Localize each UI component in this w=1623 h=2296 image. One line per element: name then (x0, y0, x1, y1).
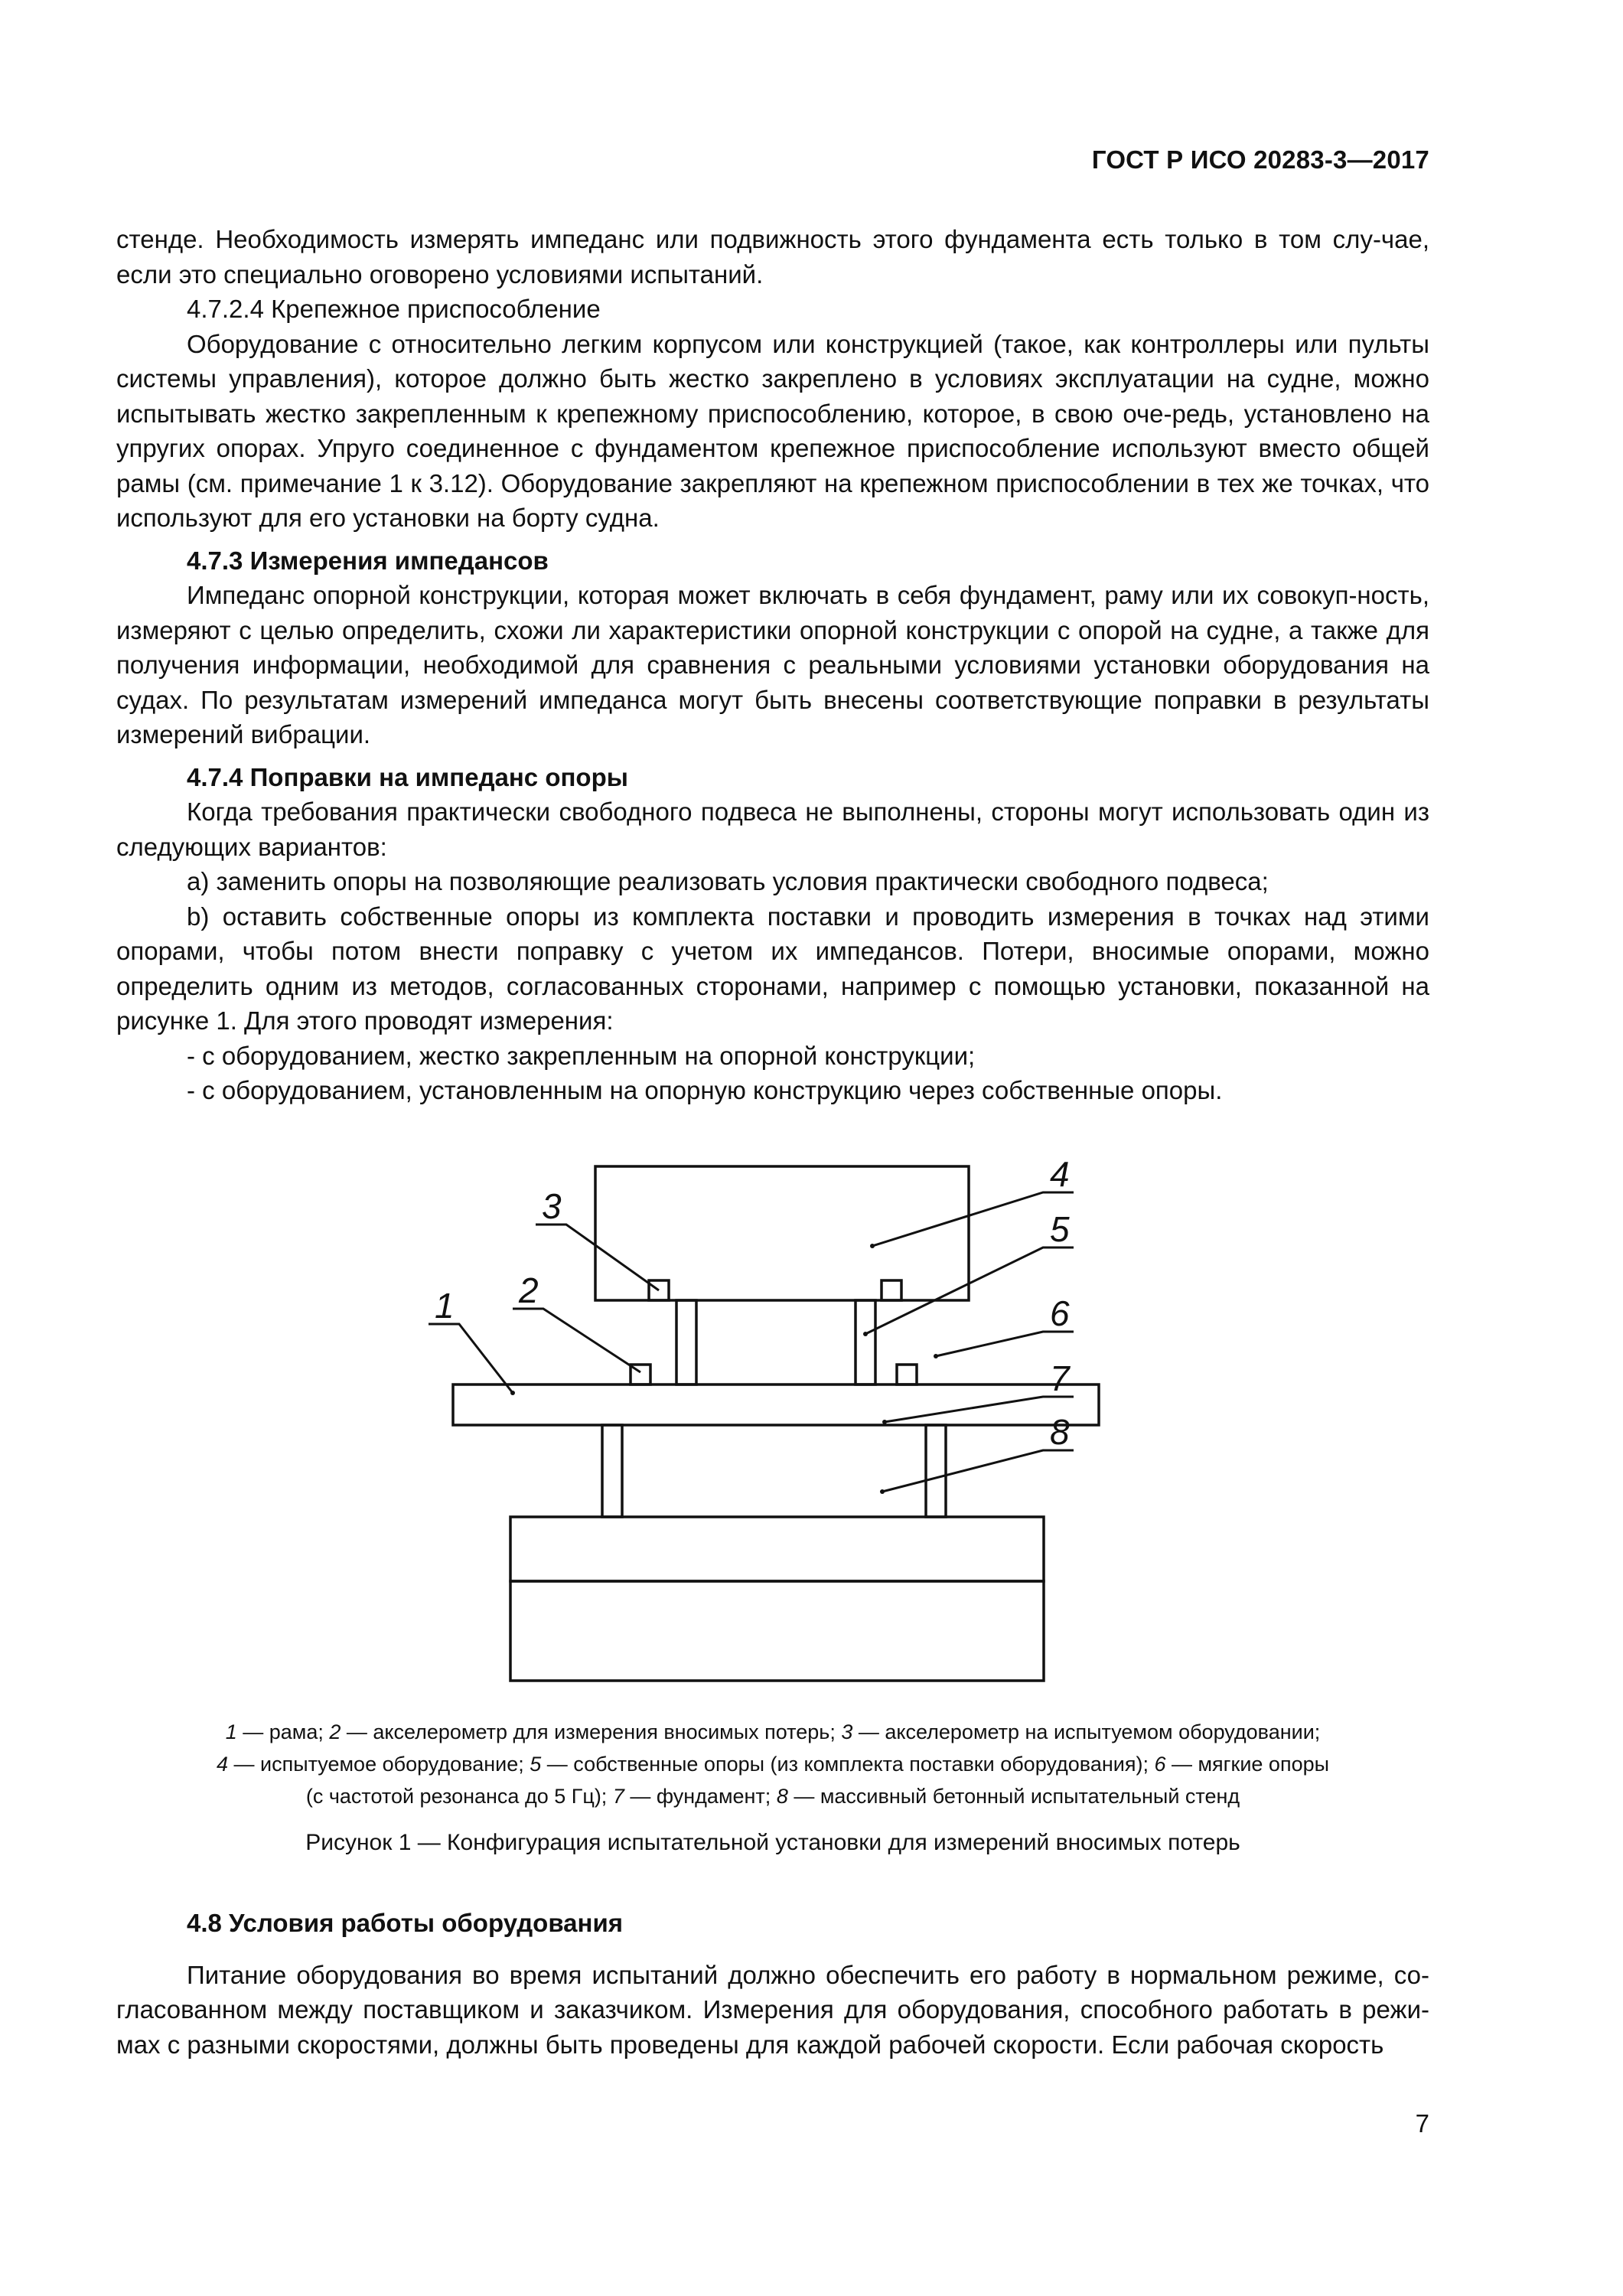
figure-test-setup (429, 1148, 1194, 1699)
pointer-dot (870, 1244, 875, 1248)
leader-line-3 (536, 1225, 659, 1290)
leader-line-6 (936, 1332, 1074, 1356)
own-support-left (676, 1300, 696, 1384)
figure-label-4: 4 (1050, 1154, 1070, 1194)
legend-number: 4 (216, 1753, 228, 1776)
legend-text: (с частотой резонанса до 5 Гц); (305, 1785, 613, 1808)
legend-number: 2 (329, 1720, 341, 1743)
legend-number: 1 (225, 1720, 237, 1743)
accelerometer-equipment-right (882, 1280, 901, 1300)
pointer-dot (880, 1489, 885, 1494)
foundation-block (510, 1517, 1044, 1581)
figure-label-3: 3 (542, 1186, 562, 1226)
section-heading: 4.7.3 Измерения импедансов (187, 546, 549, 575)
legend-text: — акселерометр для измерения вносимых потерь; (341, 1720, 842, 1743)
figure-label-1: 1 (435, 1286, 455, 1326)
legend-line (116, 1716, 1429, 1748)
legend-text: — массивный бетонный испытательный стенд (787, 1785, 1240, 1808)
pointer-dot (934, 1354, 938, 1358)
paragraph: Питание оборудования во время испытаний должно обеспечить его работу в нормальном режиме, со-гласованном между поставщиком и заказчиком. Измерения для оборудования, способного работать в режи-мах с разными скоростями, должны быть проведены для каждой рабочей скорости. Если рабочая скорость (116, 1960, 1429, 2059)
section-4-8 (116, 1906, 1429, 2062)
soft-support-right (926, 1425, 946, 1517)
section-heading: 4.7.4 Поправки на импеданс опоры (187, 762, 628, 791)
figure-label-5: 5 (1050, 1209, 1070, 1249)
legend-text: — испытуемое оборудование; (228, 1753, 530, 1776)
pointer-dot (882, 1420, 887, 1424)
paragraph: Когда требования практически свободного подвеса не выполнены, стороны могут использовать один из следующих вариантов: (116, 797, 1429, 861)
accelerometer-frame-right (897, 1365, 917, 1384)
pointer-dot (863, 1332, 868, 1336)
concrete-stand-block (510, 1581, 1044, 1681)
paragraph: стенде. Необходимость измерять импеданс или подвижность этого фундамента есть только в том слу-чае, если это специально оговорено условиями испытаний. (116, 225, 1429, 289)
legend-text: — мягкие опоры (1165, 1753, 1330, 1776)
legend-number: 8 (776, 1785, 788, 1808)
leader-line-1 (429, 1324, 513, 1393)
section-heading: 4.8 Условия работы оборудования (187, 1909, 624, 1937)
test-setup-diagram (429, 1148, 1194, 1699)
legend-text: — акселерометр на испытуемом оборудовании; (852, 1720, 1321, 1743)
legend-number: 5 (530, 1753, 542, 1776)
figure-label-7: 7 (1050, 1358, 1070, 1398)
page-number: 7 (1415, 2109, 1429, 2138)
list-item: - с оборудованием, установленным на опорную конструкцию через собственные опоры. (187, 1076, 1223, 1104)
legend-text: — собственные опоры (из комплекта поставки оборудования); (541, 1753, 1155, 1776)
list-item: a) заменить опоры на позволяющие реализовать условия практически свободного подвеса; (187, 867, 1269, 895)
figure-caption: Рисунок 1 — Конфигурация испытательной установки для измерений вносимых потерь (305, 1830, 1240, 1855)
document-code: ГОСТ Р ИСО 20283-3—2017 (1091, 145, 1429, 174)
paragraph: Импеданс опорной конструкции, которая может включать в себя фундамент, раму или их совокуп-ность, измеряют с целью определить, схожи ли характеристики опорной конструкции с опорой на судне, а также для получения информации, необходимой для сравнения с реальными условиями установки оборудования на судах. По результатам измерений импеданса могут быть внесены соответствующие поправки в результаты измерений вибрации. (116, 581, 1429, 748)
leader-line-2 (513, 1309, 640, 1372)
soft-support-left (602, 1425, 622, 1517)
figure-legend (116, 1716, 1429, 1812)
legend-text: — рама; (236, 1720, 330, 1743)
figure-label-2: 2 (519, 1270, 539, 1310)
legend-number: 3 (841, 1720, 853, 1743)
legend-number: 7 (612, 1785, 624, 1808)
figure-label-8: 8 (1050, 1412, 1070, 1452)
own-support-right (855, 1300, 875, 1384)
body-text (116, 222, 1429, 1108)
legend-line (116, 1780, 1429, 1812)
subsection-title: 4.7.2.4 Крепежное приспособление (187, 295, 601, 323)
legend-number: 6 (1154, 1753, 1166, 1776)
paragraph: Оборудование с относительно легким корпусом или конструкцией (такое, как контроллеры или пульты системы управления), которое должно быть жестко закреплено в условиях эксплуатации на судне, можно испытывать жестко закрепленным к крепежному приспособлению, которое, в свою оче-редь, установлено на упругих опорах. Упруго соединенное с фундаментом крепежное приспособление используют вместо общей рамы (см. примечание 1 к 3.12). Оборудование закрепляют на крепежном приспособлении в тех же точках, что используют для его установки на борту судна. (116, 329, 1429, 532)
legend-line (116, 1748, 1429, 1780)
leader-line-4 (872, 1192, 1074, 1246)
frame-plate (453, 1384, 1099, 1425)
list-item: - с оборудованием, жестко закрепленным на опорной конструкции; (187, 1041, 976, 1070)
list-item: b) оставить собственные опоры из комплекта поставки и проводить измерения в точках над этими опорами, чтобы потом внести поправку с учетом их импедансов. Потери, вносимые опорами, можно определить одним из методов, согласованных сторонами, например с помощью установки, показанной на рисунке 1. Для этого проводят измерения: (116, 902, 1429, 1035)
legend-text: — фундамент; (624, 1785, 777, 1808)
leader-line-8 (882, 1450, 1074, 1492)
leader-line-7 (885, 1397, 1074, 1422)
figure-label-6: 6 (1050, 1293, 1070, 1333)
pointer-dot (510, 1391, 515, 1395)
